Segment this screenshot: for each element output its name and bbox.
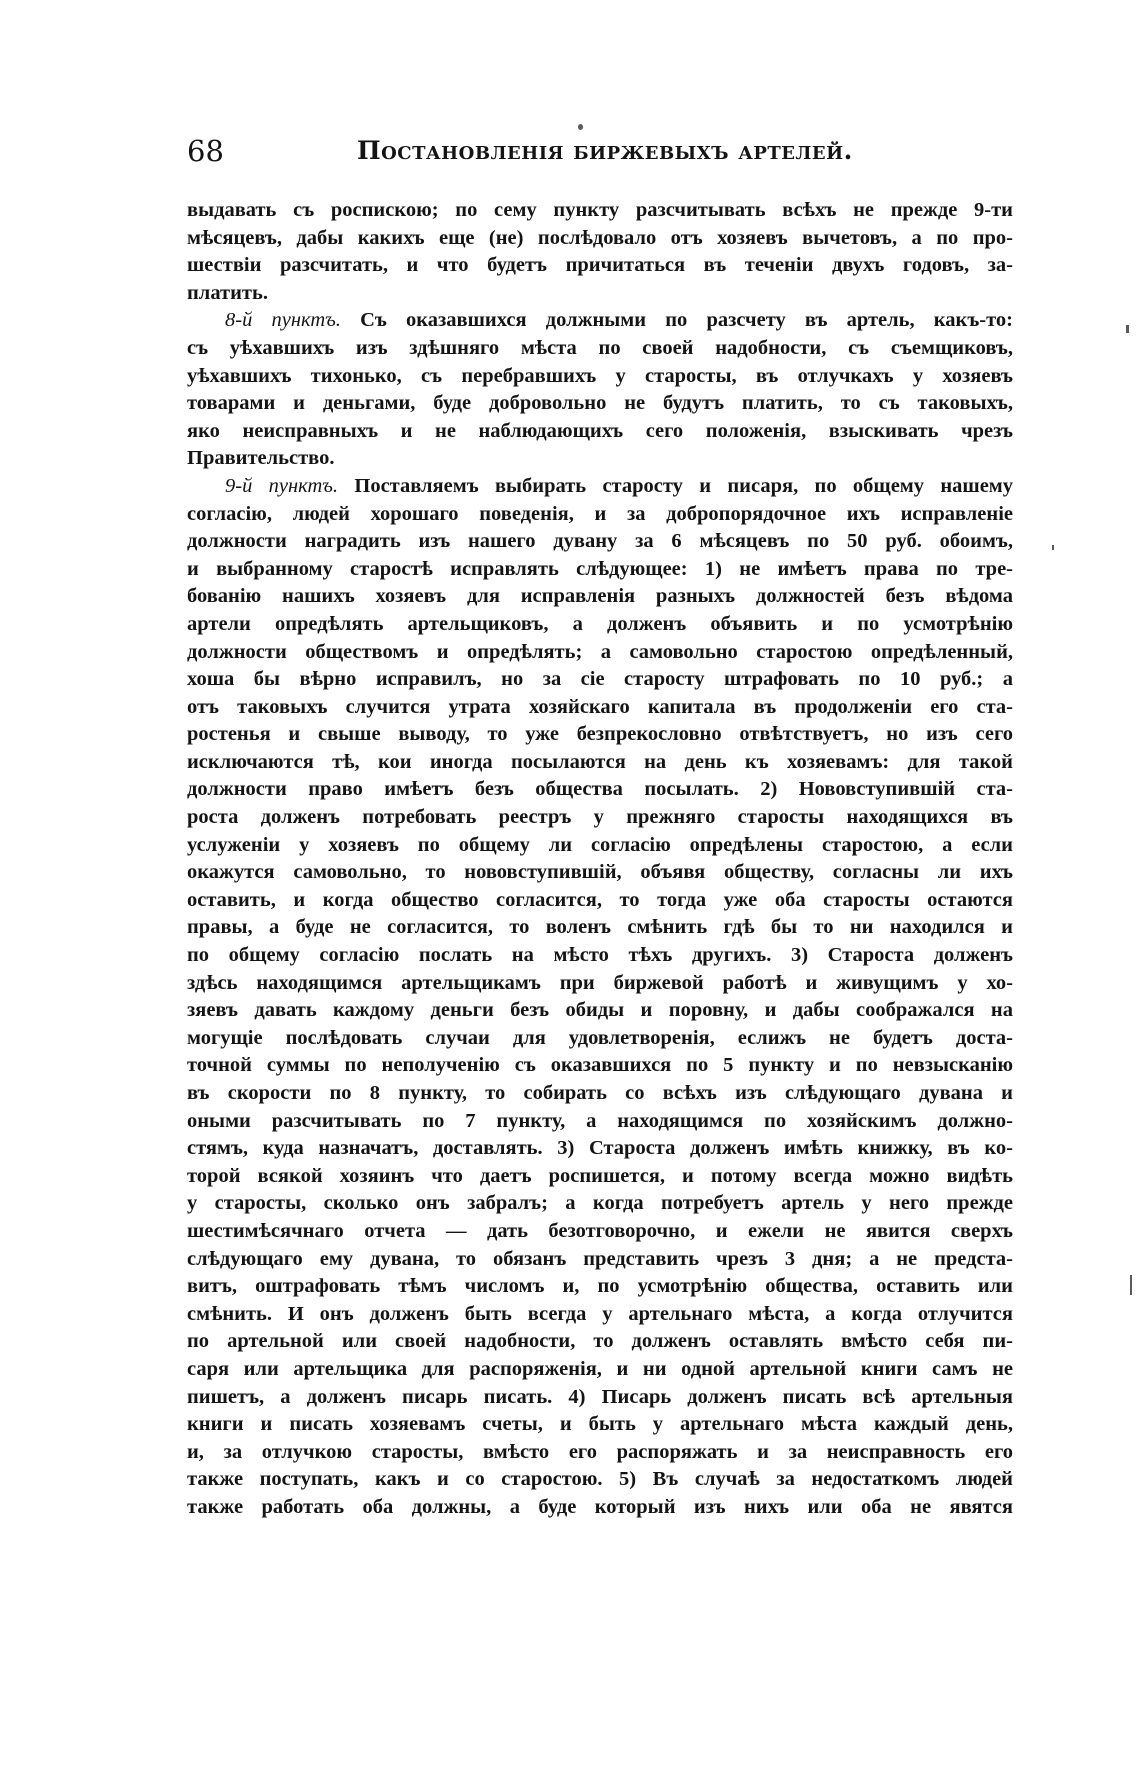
- running-title: Постановленія биржевыхъ артелей.: [357, 136, 853, 165]
- text-line: могущіе послѣдовать случаи для удовлетворенія, еслижъ не будетъ доста-: [187, 1026, 1013, 1049]
- print-speck: [1126, 325, 1129, 333]
- page-number: 68: [187, 134, 224, 168]
- text-line: точной суммы по неполученію съ оказавшихся по 5 пункту и по невзысканію: [187, 1054, 1013, 1077]
- print-speck: [1130, 1275, 1132, 1295]
- text-line: зяевъ давать каждому деньги безъ обиды и поровну, и дабы соображался на: [187, 999, 1013, 1022]
- text-line: бованію нашихъ хозяевъ для исправленія разныхъ должностей безъ вѣдома: [187, 585, 1013, 608]
- point-text: Съ оказавшихся должными по разсчету въ артель, какъ-то:: [340, 309, 1013, 332]
- text-line-point-9: [187, 473, 1013, 501]
- text-line: хоша бы вѣрно исправилъ, но за сіе старосту штрафовать по 10 руб.; а: [187, 668, 1013, 691]
- text-line: товарами и деньгами, буде добровольно не будутъ платить, то съ таковыхъ,: [187, 392, 1013, 415]
- text-line: отъ таковыхъ случится утрата хозяйскаго капитала въ продолженіи его ста-: [187, 695, 1013, 718]
- text-line: оставить, и когда общество согласится, то тогда уже оба старосты остаются: [187, 888, 1013, 911]
- text-line: правы, а буде не согласится, то воленъ смѣнить гдѣ бы то ни находился и: [187, 916, 1013, 939]
- text-line: въ скорости по 8 пункту, то собирать со всѣхъ изъ слѣдующаго дувана и: [187, 1082, 1013, 1104]
- text-line: оными разсчитывать по 7 пункту, а находящимся по хозяйскимъ должно-: [187, 1109, 1013, 1132]
- text-line: и выбранному старостѣ исправлять слѣдующее: 1) не имѣетъ права по тре-: [187, 557, 1013, 580]
- page-header: [187, 131, 1013, 171]
- text-line: пишетъ, а долженъ писарь писать. 4) Писарь долженъ писать всѣ артельныя: [187, 1385, 1013, 1408]
- text-line: стямъ, куда назначатъ, доставлять. 3) Староста долженъ имѣть книжку, въ ко-: [187, 1137, 1013, 1160]
- text-line: согласію, людей хорошаго поведенія, и за добропорядочное ихъ исправленіе: [187, 502, 1013, 525]
- text-line: услуженіи у хозяевъ по общему ли согласію опредѣлены старостою, а если: [187, 833, 1013, 856]
- point-heading: 9-й пунктъ.: [225, 474, 339, 497]
- text-line: платить.: [187, 281, 268, 304]
- text-line: ростенья и свыше выводу, то уже безпрекословно отвѣтствуетъ, но изъ сего: [187, 723, 1013, 746]
- text-line: яко неисправныхъ и не наблюдающихъ сего положенія, взыскивать чрезъ: [187, 419, 1013, 442]
- text-line: также поступать, какъ и со старостою. 5) Въ случаѣ за недостаткомъ людей: [187, 1468, 1013, 1491]
- text-line: у старосты, сколько онъ забралъ; а когда потребуетъ артель у него прежде: [187, 1192, 1013, 1215]
- text-line: по общему согласію послать на мѣсто тѣхъ другихъ. 3) Староста долженъ: [187, 944, 1013, 967]
- text-line: Правительство.: [187, 447, 335, 470]
- text-line: торой всякой хозяинъ что даетъ роспишется, и потому всегда можно видѣть: [187, 1164, 1013, 1187]
- text-line: исключаются тѣ, кои иногда посылаются на день къ хозяевамъ: для такой: [187, 750, 1013, 773]
- print-speck: [578, 124, 583, 130]
- text-line: должности обществомъ и опредѣлять; а самовольно старостою опредѣленный,: [187, 640, 1013, 663]
- text-line: окажутся самовольно, то нововступившій, объявя обществу, согласны ли ихъ: [187, 861, 1013, 884]
- text-line: артели опредѣлять артельщиковъ, а долженъ объявить и по усмотрѣнію: [187, 612, 1013, 635]
- text-line-point-8: [187, 307, 1013, 335]
- text-line: съ уѣхавшихъ изъ здѣшняго мѣста по своей надобности, съ съемщиковъ,: [187, 336, 1013, 359]
- body-text: [187, 197, 1013, 1522]
- text-line: смѣнить. И онъ долженъ быть всегда у артельнаго мѣста, а когда отлучится: [187, 1302, 1013, 1325]
- print-speck: [1052, 545, 1054, 550]
- text-line: саря или артельщика для распоряженія, и ни одной артельной книги самъ не: [187, 1357, 1013, 1380]
- text-line: по артельной или своей надобности, то долженъ оставлять вмѣсто себя пи-: [187, 1330, 1013, 1353]
- text-line: уѣхавшихъ тихонько, съ перебравшихъ у старосты, въ отлучкахъ у хозяевъ: [187, 364, 1013, 387]
- text-line: мѣсяцевъ, дабы какихъ еще (не) послѣдовало отъ хозяевъ вычетовъ, а по про-: [187, 226, 1013, 249]
- text-line: роста долженъ потребовать реестръ у прежняго старосты находящихся въ: [187, 806, 1013, 829]
- text-line: также работать оба должны, а буде который изъ нихъ или оба не явятся: [187, 1495, 1013, 1518]
- text-line: должности наградить изъ нашего дувану за 6 мѣсяцевъ по 50 руб. обоимъ,: [187, 530, 1013, 553]
- text-line: витъ, оштрафовать тѣмъ числомъ и, по усмотрѣнію общества, оставить или: [187, 1275, 1013, 1298]
- text-line: здѣсь находящимся артельщикамъ при биржевой работѣ и живущимъ у хо-: [187, 971, 1013, 994]
- text-line: слѣдующаго ему дувана, то обязанъ представить чрезъ 3 дня; а не предста-: [187, 1247, 1013, 1270]
- text-line: выдавать съ роспискою; по сему пункту разсчитывать всѣхъ не прежде 9-ти: [187, 199, 1013, 221]
- text-line: и, за отлучкою старосты, вмѣсто его распоряжать и за неисправность его: [187, 1440, 1013, 1463]
- text-line: должности право имѣетъ безъ общества посылать. 2) Нововступившій ста-: [187, 778, 1013, 801]
- point-text: Поставляемъ выбирать старосту и писаря, по общему нашему: [338, 474, 1013, 497]
- text-line: книги и писать хозяевамъ счеты, и быть у артельнаго мѣста каждый день,: [187, 1413, 1013, 1436]
- text-line: шестимѣсячнаго отчета — дать безотговорочно, и ежели не явится сверхъ: [187, 1219, 1013, 1242]
- text-line: шествіи разсчитать, и что будетъ причитаться въ теченіи двухъ годовъ, за-: [187, 254, 1013, 277]
- point-heading: 8-й пунктъ.: [225, 309, 341, 332]
